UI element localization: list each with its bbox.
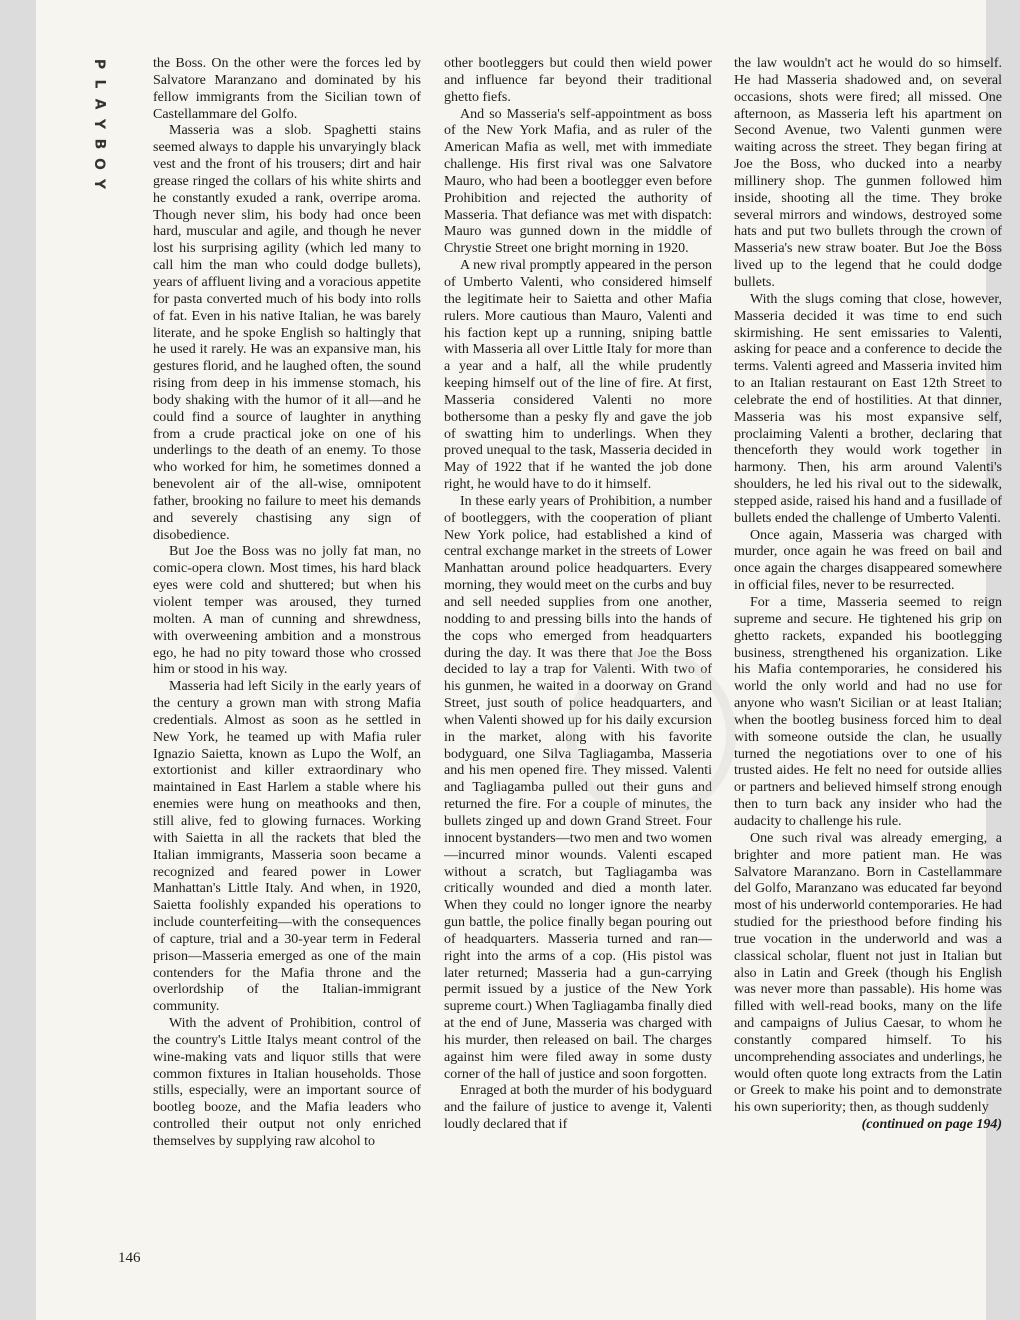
masthead-letter: Y xyxy=(90,178,107,190)
page-number: 146 xyxy=(118,1250,141,1266)
continued-on-page-link[interactable]: (continued on page 194) xyxy=(861,1117,1002,1133)
paragraph: the law wouldn't act he would do so himself. He had Masseria shadowed and, on several occasions, shots were fired; all missed. One afternoon, as Masseria left his apartment on Second Avenue, two Valenti gunmen were waiting across the street. They began firing at Joe the Boss, who ducked into a nearby millinery shop. The gunmen followed him inside, shooting all the time. They broke several mirrors and windows, destroyed some hats and put two bullets through the crown of Masseria's new straw boater. But Joe the Boss lived up to the legend that he could dodge bullets. xyxy=(734,56,1002,290)
paragraph: In these early years of Prohibition, a number of bootleggers, with the cooperation of pliant New York police, had established a kind of central exchange market in the streets of Lower Manhattan around police headquarters. Every morning, they would meet on the curbs and buy and sell needed supplies from one another, nodding to and pressing bills into the hands of the cops who emerged from headquarters during the day. It was there that Joe the Boss decided to lay a trap for Valenti. With two of his gunmen, he waited in a doorway on Grand Street, just south of police headquarters, and when Valenti showed up for his daily excursion in the market, along with his favorite bodyguard, one Silva Tagliagamba, Masseria and his men opened fire. They missed. Valenti and Tagliagamba pulled out their guns and returned the fire. For a couple of minutes, the bullets zinged up and down Grand Street. Four innocent bystanders—two men and two women—incurred minor wounds. Valenti escaped without a scratch, but Tagliagamba was critically wounded and died a month later. When they could no longer ignore the nearby gun battle, the police finally began pouring out of headquarters. Masseria turned and ran—right into the arms of a cop. (His pistol was later returned; Masseria had a gun-carrying permit issued by a justice of the New York supreme court.) When Tagliagamba finally died at the end of June, Masseria was charged with his murder, then released on bail. The charges against him were filed away in some dusty corner of the hall of justice and soon forgotten. xyxy=(444,493,712,1082)
masthead-letter: O xyxy=(91,158,107,170)
paragraph: the Boss. On the other were the forces led by Salvatore Maranzano and dominated by his fellow immigrants from the Sicilian town of Castellammare del Golfo. xyxy=(153,56,421,122)
continuation-note xyxy=(734,1117,1002,1134)
masthead-letter: B xyxy=(90,138,107,150)
masthead-letter: Y xyxy=(90,118,107,130)
paragraph: For a time, Masseria seemed to reign supreme and secure. He tightened his grip on ghetto rackets, expanded his bootlegging business, strengthened his organization. Like his Mafia contemporaries, he considered his world the only world and had no use for anyone who wasn't Sicilian or at least Italian; when the bootleg business forced him to deal with someone outside the clan, he usually turned the negotiations over to one of his trusted aides. He felt no need for outside allies or partners and believed himself strong enough then to turn back any insider who had the audacity to challenge his rule. xyxy=(734,595,1002,829)
paragraph: Masseria was a slob. Spaghetti stains seemed always to dapple his unvaryingly black vest and the front of his trousers; dirt and hair grease ringed the collars of his white shirts and he constantly exuded a rank, overripe aroma. Though never slim, his body had once been hard, muscular and agile, and though he never lost his surprising agility (which led many to call him the man who could dodge bullets), years of affluent living and a voracious appetite for pasta converted much of his body into rolls of fat. Even in his native Italian, he was barely literate, and he spoke English so haltingly that he used it rarely. He was an expansive man, his gestures florid, and he laughed often, the sound rising from deep in his immense stomach, his body shaking with the humor of it all—and he could find a source of laughter in anything from a crude practical joke on one of his underlings to the death of an enemy. To those who worked for him, he sometimes donned a benevolent air of the all-wise, omnipotent father, brooking no failure to meet his demands and severely chastising any sign of disobedience. xyxy=(153,123,421,543)
text-column-3 xyxy=(734,56,1002,1266)
masthead-vertical xyxy=(84,56,114,190)
paragraph: And so Masseria's self-appointment as boss of the New York Mafia, and as ruler of the American Mafia as well, met with immediate challenge. His first rival was one Salvatore Mauro, who had been a bootlegger even before Prohibition and rejected the authority of Masseria. That defiance was met with dispatch: Mauro was gunned down in the middle of Chrystie Street one bright morning in 1920. xyxy=(444,106,712,257)
masthead-letter: A xyxy=(91,98,107,110)
paragraph: But Joe the Boss was no jolly fat man, no comic-opera clown. Most times, his hard black eyes were cold and shuttered; but when his violent temper was aroused, they turned molten. A man of cunning and shrewdness, with overweening ambition and a monstrous ego, he had no pity toward those who crossed him or stood in his way. xyxy=(153,544,421,678)
paragraph: One such rival was already emerging, a brighter and more patient man. He was Salvatore Maranzano. Born in Castellammare del Golfo, Maranzano was educated far beyond most of his underworld contemporaries. He had studied for the priesthood before finding his true vocation in the underworld and was a classical scholar, fluent not just in Italian but also in Latin and Greek (though his English was never more than passable). His home was filled with well-read books, many on the life and campaigns of Julius Caesar, to whom he constantly compared himself. To his uncomprehending associates and underlings, he would often quote long extracts from the Latin or Greek to make his point and to demonstrate his own superiority; then, as though suddenly xyxy=(734,830,1002,1116)
magazine-page xyxy=(36,0,1002,1320)
paragraph: Enraged at both the murder of his bodyguard and the failure of justice to avenge it, Valenti loudly declared that if xyxy=(444,1083,712,1133)
paragraph: other bootleggers but could then wield power and influence far beyond their traditional ghetto fiefs. xyxy=(444,56,712,105)
masthead-letter: P xyxy=(90,58,107,70)
masthead-letter: L xyxy=(90,79,107,89)
paragraph: A new rival promptly appeared in the person of Umberto Valenti, who considered himself the legitimate heir to Saietta and other Mafia rulers. More cautious than Mauro, Valenti and his faction kept up a running, sniping battle with Masseria all over Little Italy for more than a year and a half, all the while prudently keeping himself out of the line of fire. At first, Masseria considered Valenti no more bothersome than a pesky fly and gave the job of swatting him to underlings. When they proved unequal to the task, Masseria decided in May of 1922 that if he wanted the job done right, he would have to do it himself. xyxy=(444,258,712,493)
text-column-2 xyxy=(444,56,712,1266)
paragraph: With the slugs coming that close, however, Masseria decided it was time to end such skirmishing. He sent emissaries to Valenti, asking for peace and a conference to decide the terms. Valenti agreed and Masseria invited him to an Italian restaurant on East 12th Street to celebrate the end of hostilities. At that dinner, Masseria was his most expansive self, proclaiming Valenti a brother, declaring that thenceforth they would work together in harmony. Then, his arm around Valenti's shoulders, he led his rival out to the sidewalk, stepped aside, raised his hand and a fusillade of bullets ended the challenge of Umberto Valenti. xyxy=(734,291,1002,526)
paragraph: With the advent of Prohibition, control of the country's Little Italys meant control of the wine-making vats and liquor stills that were common fixtures in Italian households. Those stills, especially, were an important source of bootleg booze, and the Mafia leaders who controlled their output not only enriched themselves by supplying raw alcohol to xyxy=(153,1016,421,1149)
text-column-1 xyxy=(153,56,421,1266)
paragraph: Once again, Masseria was charged with murder, once again he was freed on bail and once again the charges disappeared somewhere in official files, never to be resurrected. xyxy=(734,527,1002,594)
paragraph: Masseria had left Sicily in the early years of the century a grown man with strong Mafia credentials. Almost as soon as he settled in New York, he teamed up with Mafia ruler Ignazio Saietta, known as Lupo the Wolf, an extortionist and killer extraordinary who maintained in East Harlem a stable where his enemies were hung on meathooks and then, still alive, fed to glowing furnaces. Working with Saietta in all the rackets that bled the Italian immigrants, Masseria soon became a recognized and feared power in Lower Manhattan's Little Italy. And when, in 1920, Saietta foolishly expanded his operations to include counterfeiting—with the consequences of capture, trial and a 30-year term in Federal prison—Masseria emerged as one of the main contenders for the Mafia throne and the overlordship of the Italian-immigrant community. xyxy=(153,679,421,1015)
